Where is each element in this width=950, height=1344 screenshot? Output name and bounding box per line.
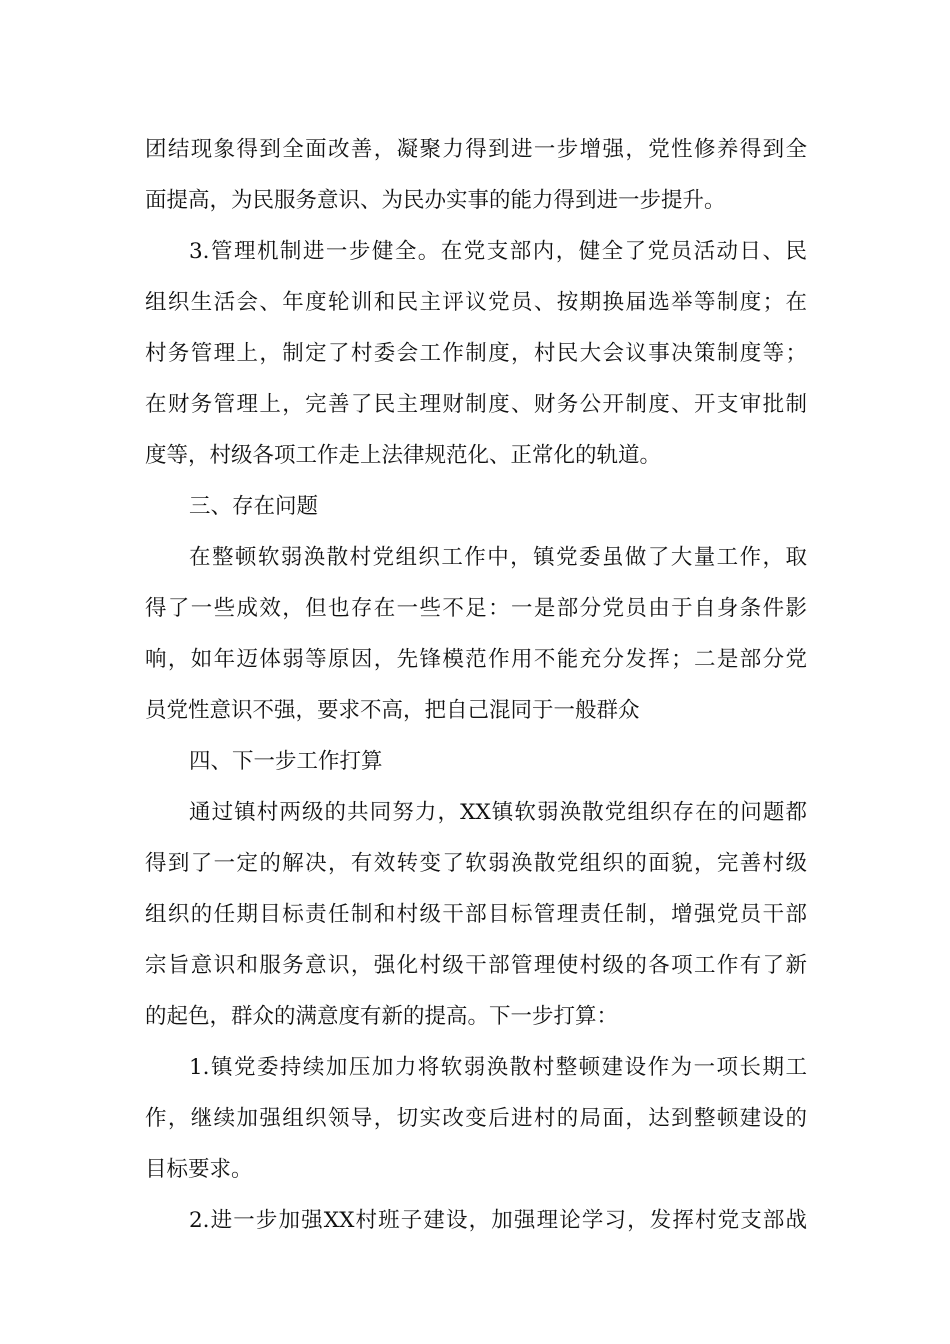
text-line: 面提高，为民服务意识、为民办实事的能力得到进一步提升。 [145,188,726,213]
text-line: 的起色，群众的满意度有新的提高。下一步打算： [145,1004,619,1029]
text-line: 得到了一定的解决，有效转变了软弱涣散党组织的面貌，完善村级 [145,851,807,876]
text-line: 在财务管理上，完善了民主理财制度、财务公开制度、开支审批制 [145,392,807,417]
text-line: 在整顿软弱涣散村党组织工作中，镇党委虽做了大量工作，取 [189,545,807,570]
text-line: 四、下一步工作打算 [189,749,383,774]
text-line: 2.进一步加强XX村班子建设，加强理论学习，发挥村党支部战 [189,1208,807,1233]
text-line: 三、存在问题 [189,494,319,519]
text-line: 员党性意识不强，要求不高，把自己混同于一般群众 [145,698,640,723]
text-line: 得了一些成效，但也存在一些不足：一是部分党员由于自身条件影 [145,596,807,621]
text-line: 作，继续加强组织领导，切实改变后进村的局面，达到整顿建设的 [145,1106,807,1131]
text-line: 度等，村级各项工作走上法律规范化、正常化的轨道。 [145,443,662,468]
text-line: 组织的任期目标责任制和村级干部目标管理责任制，增强党员干部 [145,902,807,927]
text-line: 3.管理机制进一步健全。在党支部内，健全了党员活动日、民 [189,239,807,264]
text-line: 响，如年迈体弱等原因，先锋模范作用不能充分发挥；二是部分党 [145,647,807,672]
text-line: 目标要求。 [145,1157,253,1182]
text-line: 通过镇村两级的共同努力，XX镇软弱涣散党组织存在的问题都 [189,800,807,825]
text-line: 1.镇党委持续加压加力将软弱涣散村整顿建设作为一项长期工 [189,1055,807,1080]
text-line: 村务管理上，制定了村委会工作制度，村民大会议事决策制度等； [145,341,807,366]
text-line: 团结现象得到全面改善，凝聚力得到进一步增强，党性修养得到全 [145,137,807,162]
text-line: 组织生活会、年度轮训和民主评议党员、按期换届选举等制度；在 [145,290,807,315]
text-line: 宗旨意识和服务意识，强化村级干部管理使村级的各项工作有了新 [145,953,807,978]
document-page [145,124,807,1246]
